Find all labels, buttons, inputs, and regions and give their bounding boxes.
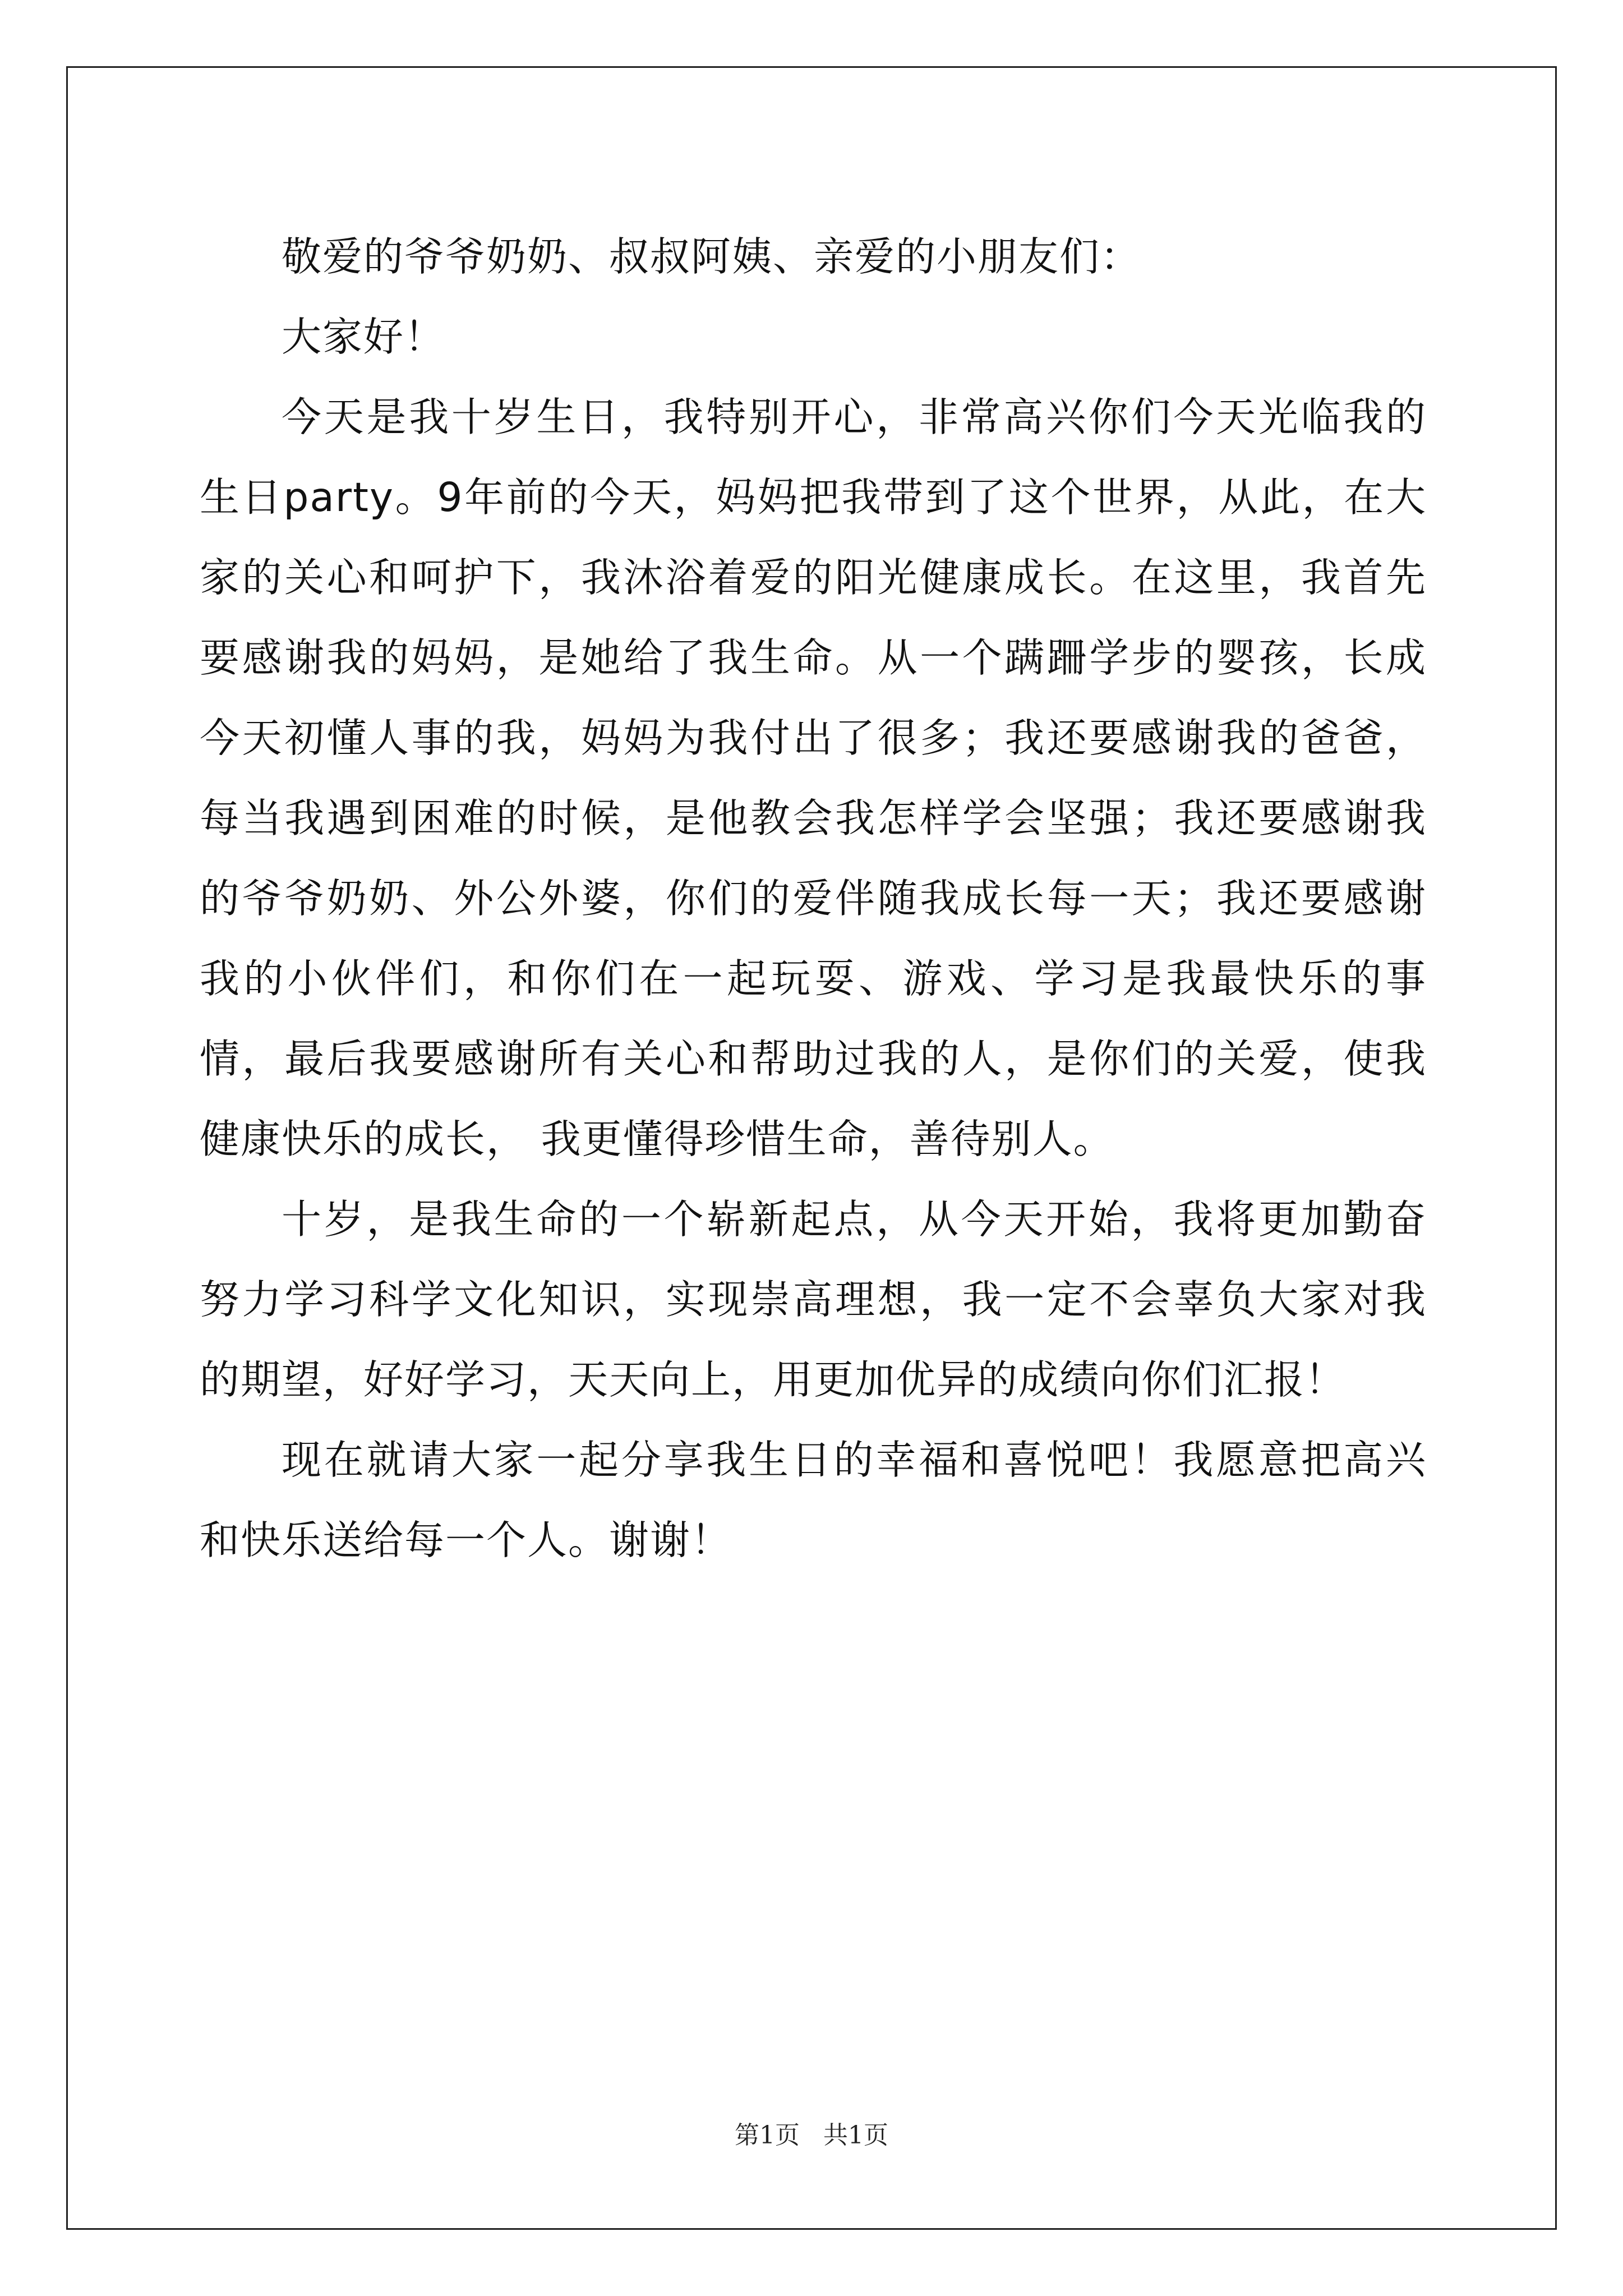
hello-line: 大家好！ (282, 314, 446, 360)
page-footer: 第1页 共1页 (735, 2121, 888, 2150)
paragraph-2: 十岁，是我生命的一个崭新起点，从今天开始，我将更加勤奋努力学习科学文化知识，实现崇高理想，我一定不会辜负大家对我的期望，好好学习，天天向上，用更加优异的成绩向你们汇报！ (200, 1196, 1427, 1403)
document-body (200, 217, 1427, 1580)
paragraph-3: 现在就请大家一起分享我生日的幸福和喜悦吧！我愿意把高兴和快乐送给每一个人。谢谢！ (200, 1437, 1427, 1563)
greeting-line: 敬爱的爷爷奶奶、叔叔阿姨、亲爱的小朋友们： (282, 233, 1142, 280)
paragraph-1: 今天是我十岁生日，我特别开心，非常高兴你们今天光临我的生日party。9年前的今天，妈妈把我带到了这个世界，从此，在大家的关心和呵护下，我沐浴着爱的阳光健康成长。在这里，我首先要感谢我的妈妈，是她给了我生命。从一个蹒跚学步的婴孩，长成今天初懂人事的我，妈妈为我付出了很多；我还要感谢我的爸爸，每当我遇到困难的时候，是他教会我怎样学会坚强；我还要感谢我的爷爷奶奶、外公外婆，你们的爱伴随我成长每一天；我还要感谢我的小伙伴们，和你们在一起玩耍、游戏、学习是我最快乐的事情，最后我要感谢所有关心和帮助过我的人，是你们的关爱，使我健康快乐的成长， 我更懂得珍惜生命，善待别人。 (200, 394, 1427, 1162)
